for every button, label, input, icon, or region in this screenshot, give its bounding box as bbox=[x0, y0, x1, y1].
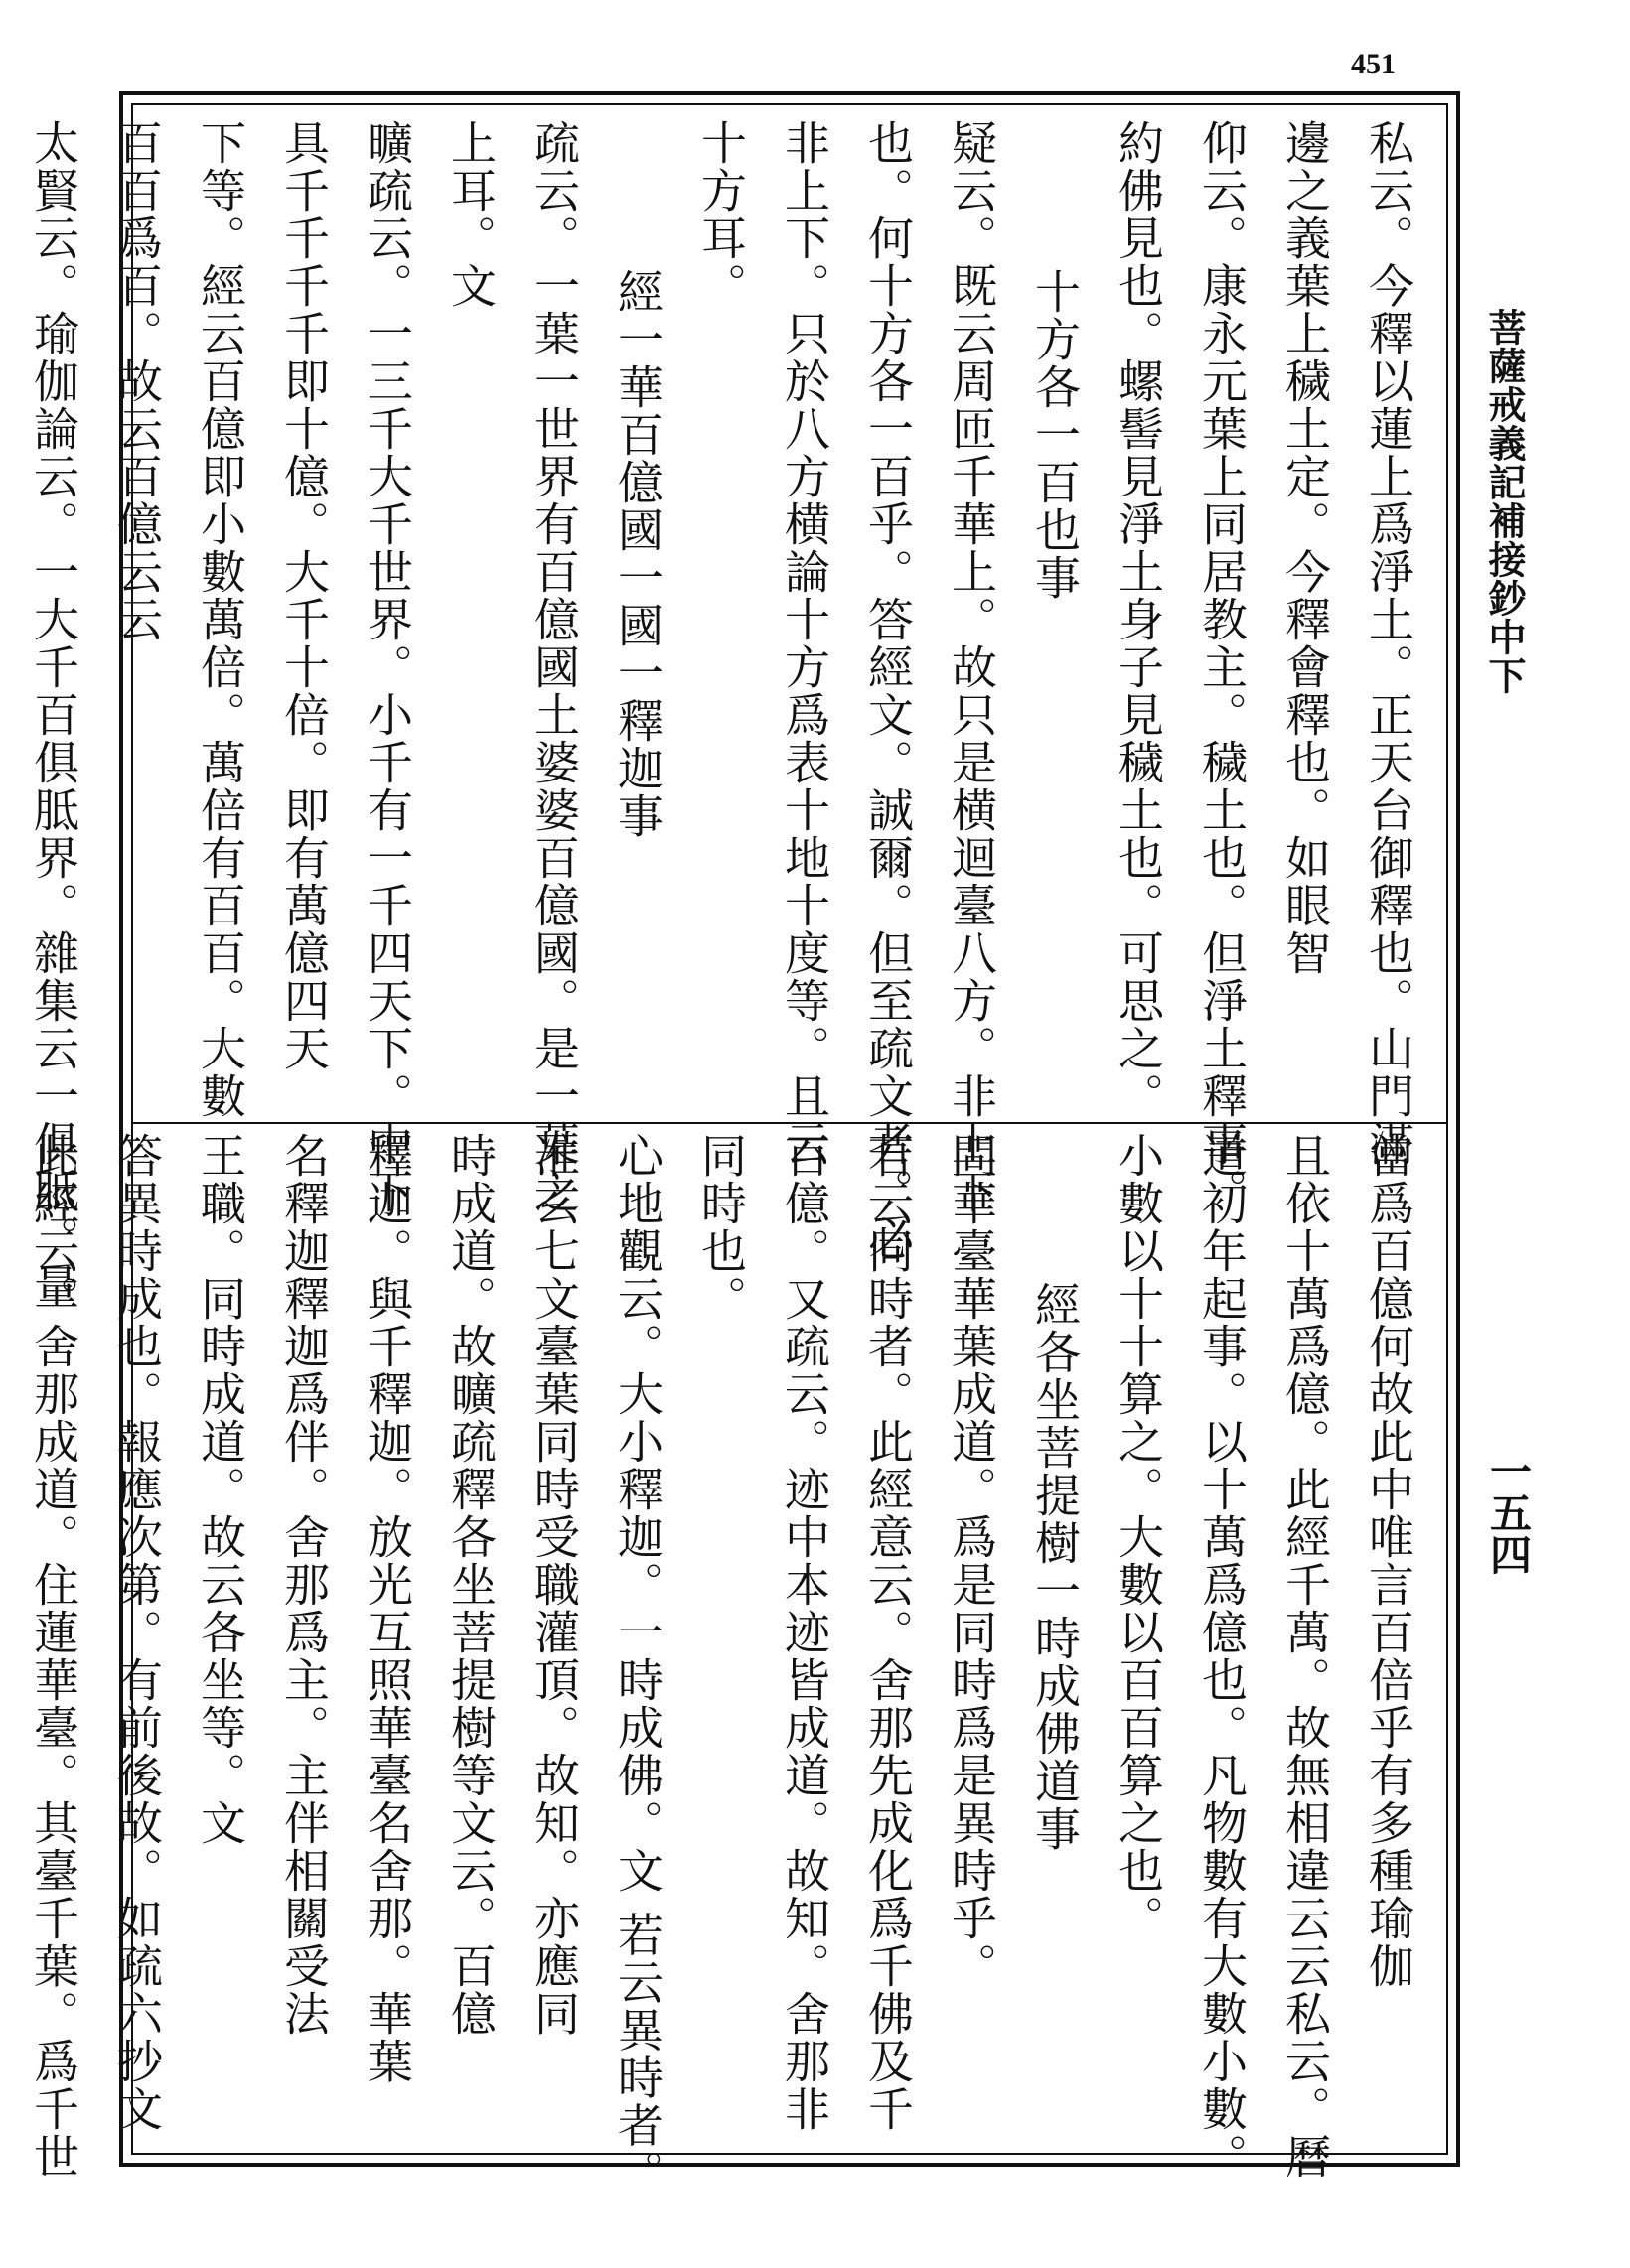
running-head: 菩薩戒義記補接鈔中下 bbox=[1482, 308, 1527, 695]
text-column: 心地觀云。大小釋迦。一時成佛。文 若云異時者。 bbox=[611, 1132, 665, 2197]
text-column: 非上下。只於八方横論十方爲表十地十度等。且云 bbox=[778, 119, 831, 1168]
text-column: 且依十萬爲億。此經千萬。故無相違云云私云。曆 bbox=[1278, 1132, 1332, 2181]
text-column: 疏云。一葉一世界有百億國土婆婆百億國。是一葉之 bbox=[527, 119, 581, 1215]
text-column: 小數以十十算之。大數以百百算之也。 bbox=[1111, 1132, 1165, 1942]
text-column: 約佛見也。螺髻見淨土身子見穢土也。可思之。 bbox=[1111, 119, 1165, 1120]
text-column: 若云同時者。此經意云。舍那先成化爲千佛及千 bbox=[861, 1132, 915, 2133]
text-column: 邊之義葉上穢土定。今釋會釋也。如眼智 bbox=[1278, 119, 1332, 977]
text-column: 答異時成也。報應次第。有前後故。如疏六抄文 bbox=[110, 1132, 164, 2133]
text-column: 名釋迦釋迦爲伴。舍那爲主。主伴相關受法 bbox=[277, 1132, 331, 2038]
page-number: 451 bbox=[1351, 48, 1396, 80]
text-column: 當爲百億何故此中唯言百倍乎有多種瑜伽 bbox=[1362, 1132, 1415, 1990]
text-column: 同時也。 bbox=[694, 1132, 748, 1323]
text-column: 釋迦。與千釋迦。放光互照華臺名舍那。華葉 bbox=[361, 1132, 414, 2085]
section-heading: 經一華百億國一國一釋迦事 bbox=[611, 268, 665, 840]
text-column: 仰云。康永元葉上同居教主。穢土也。但淨土釋事。 bbox=[1195, 119, 1249, 1215]
text-column: 私云。今釋以蓮上爲淨土。正天台御釋也。山門滿 bbox=[1362, 119, 1415, 1168]
text-column: 曠疏云。一三千大千世界。小千有一千四天下。中下 bbox=[361, 119, 414, 1215]
text-column: 十方耳。 bbox=[694, 119, 748, 310]
text-column: 百百爲百。故云百億云云 bbox=[110, 119, 164, 643]
text-column: 也。何十方各一百乎。答經文。誠爾。但至疏文者。必 bbox=[861, 119, 915, 1263]
lower-text-block bbox=[27, 1132, 1430, 2197]
text-column: 時成道。故曠疏釋各坐菩提樹等文云。百億 bbox=[444, 1132, 498, 2038]
text-column: 上耳。文 bbox=[444, 119, 498, 310]
text-column: 准玄七文臺葉同時受職灌頂。故知。亦應同 bbox=[527, 1132, 581, 2038]
text-column: 問華臺華葉成道。爲是同時爲是異時乎。 bbox=[945, 1132, 998, 1990]
text-column: 具千千千千即十億。大千十倍。即有萬億四天 bbox=[277, 119, 331, 1072]
folio: 一五四 bbox=[1484, 1450, 1533, 1575]
text-column: 下等。經云百億即小數萬倍。萬倍有百百。大數 bbox=[194, 119, 247, 1120]
section-heading: 經各坐菩提樹一時成佛道事 bbox=[1028, 1281, 1082, 1853]
text-column: 道初年起事。以十萬爲億也。凡物數有大數小數。 bbox=[1195, 1132, 1249, 2181]
text-column: 王職。同時成道。故云各坐等。文 bbox=[194, 1132, 247, 1847]
text-column: 此經云。舍那成道。住蓮華臺。其臺千葉。爲千世 bbox=[27, 1132, 80, 2181]
text-column: 疑云。既云周匝千華上。故只是横迴臺八方。非上下 bbox=[945, 119, 998, 1215]
text-column: 太賢云。瑜伽論云。一大千百俱胝界。雜集云一俱胝。量 bbox=[27, 119, 80, 1311]
section-heading: 十方各一百也事 bbox=[1028, 268, 1082, 602]
text-column: 百億。又疏云。迹中本迹皆成道。故知。舍那非 bbox=[778, 1132, 831, 2133]
